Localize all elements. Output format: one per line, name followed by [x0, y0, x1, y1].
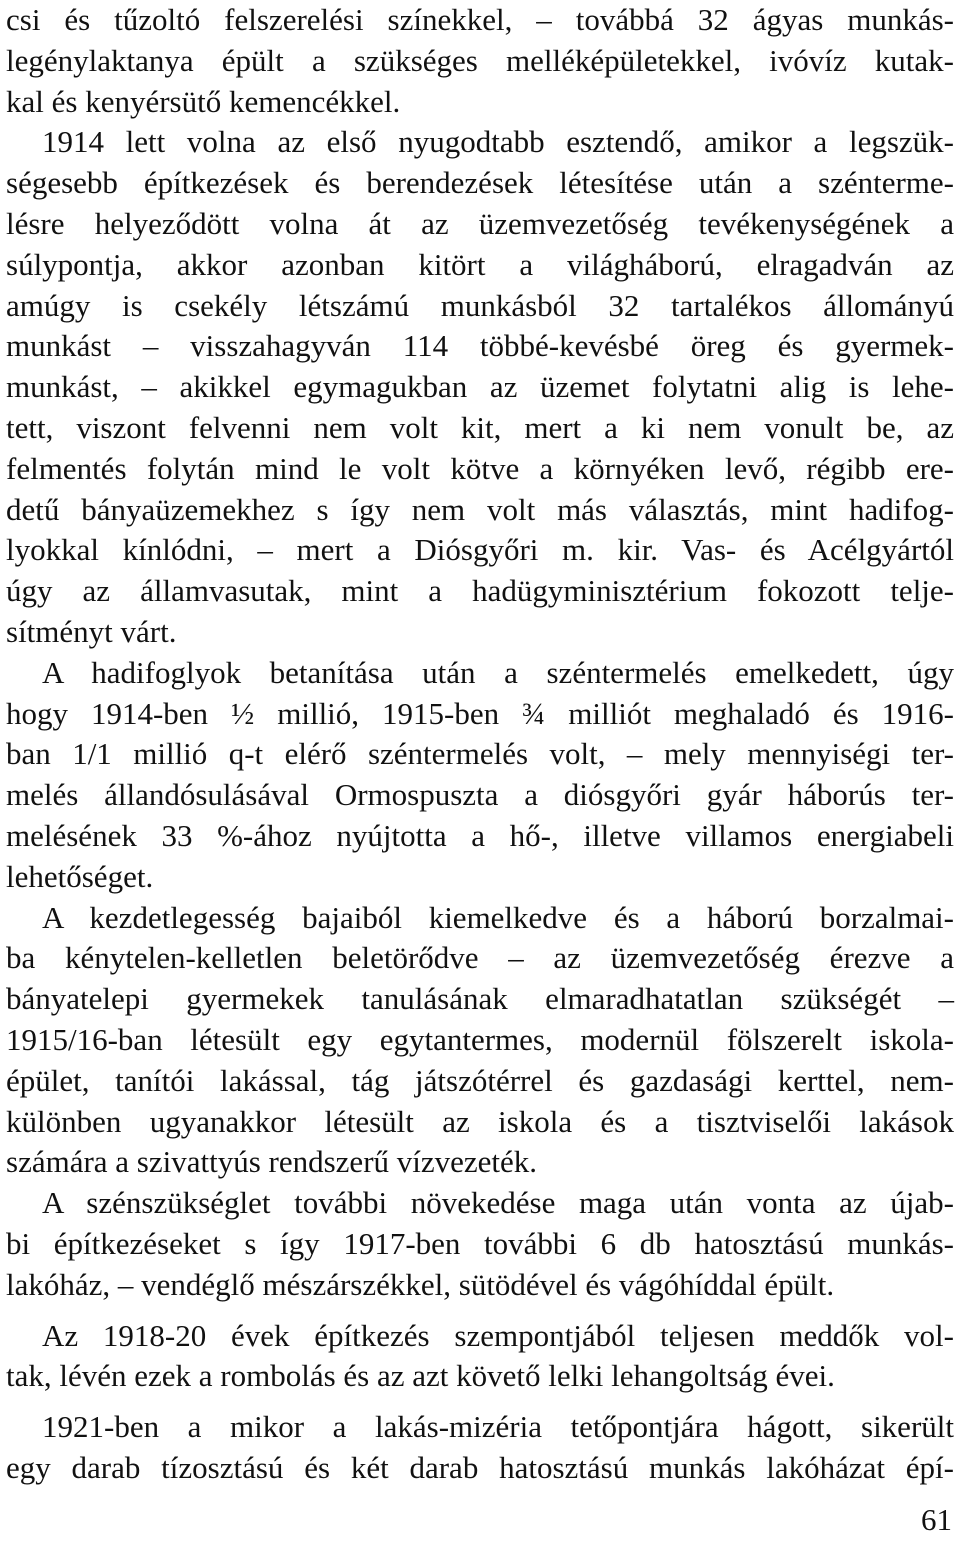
text-line: A kezdetlegesség bajaiból kiemelkedve és a háború borzalmai- — [42, 899, 954, 935]
text-line: csi és tűzoltó felszerelési színekkel, – továbbá 32 ágyas munkás- — [6, 2, 954, 37]
text-line: legénylaktanya épült a szükséges melléképületekkel, ivóvíz kutak- — [6, 42, 954, 78]
text-line: számára a szivattyús rendszerű vízvezeték. — [6, 1144, 538, 1180]
paragraph-5 — [6, 1183, 954, 1305]
paragraph-gap — [6, 1306, 954, 1316]
paragraph-6 — [6, 1316, 954, 1398]
paragraph-7 — [6, 1407, 954, 1489]
text-line: kal és kenyérsütő kemencékkel. — [6, 83, 401, 119]
text-line: lyokkal kínlódni, – mert a Diósgyőri m. kir. Vas- és Acélgyártól — [6, 532, 954, 568]
paragraph-2 — [6, 122, 954, 652]
text-line: bi építkezéseket s így 1917-ben további 6 db hatosztású munkás- — [6, 1225, 954, 1261]
text-line: lehetőséget. — [6, 858, 154, 894]
text-line: ban 1/1 millió q-t elérő széntermelés volt, – mely mennyiségi ter- — [6, 736, 954, 772]
text-line: hogy 1914-ben ½ millió, 1915-ben ¾ milliót meghaladó és 1916- — [6, 695, 954, 731]
text-line: munkást – visszahagyván 114 többé-kevésbé öreg és gyermek- — [6, 328, 954, 364]
text-line: munkást, – akikkel egymagukban az üzemet folytatni alig is lehe- — [6, 369, 954, 405]
page-number: 61 — [921, 1502, 952, 1537]
text-line: 1915/16-ban létesült egy egytantermes, modernül fölszerelt iskola- — [6, 1021, 954, 1057]
text-line: ba kénytelen-kelletlen beletörődve – az üzemvezetőség érezve a — [6, 940, 954, 976]
text-line: lésre helyeződött volna át az üzemvezetőség tevékenységének a — [6, 205, 954, 241]
text-line: felmentés folytán mind le volt kötve a környéken levő, régibb ere- — [6, 450, 954, 486]
text-line: Az 1918-20 évek építkezés szempontjából teljesen meddők vol- — [42, 1317, 954, 1353]
text-line: tett, viszont felvenni nem volt kit, mert a ki nem vonult be, az — [6, 409, 954, 445]
text-line: lakóház, – vendéglő mészárszékkel, sütödével és vágóhíddal épült. — [6, 1266, 835, 1302]
text-line: 1921-ben a mikor a lakás-mizéria tetőpontjára hágott, sikerült — [42, 1409, 954, 1445]
text-line: súlypontja, akkor azonban kitört a világháború, elragadván az — [6, 246, 954, 282]
text-line: sítményt várt. — [6, 613, 177, 649]
text-line: A szénszükséglet további növekedése maga után vonta az újab- — [42, 1185, 954, 1221]
text-line: ségesebb építkezések és berendezések létesítése után a széntermе- — [6, 165, 954, 201]
paragraph-3 — [6, 653, 954, 898]
paragraph-1 — [6, 0, 954, 122]
page-body — [6, 0, 954, 1489]
text-line: detű bányaüzemekhez s így nem volt más választás, mint hadifog- — [6, 491, 954, 527]
paragraph-gap — [6, 1397, 954, 1407]
text-line: bányatelepi gyermekek tanulásának elmaradhatatlan szükségét – — [6, 981, 954, 1017]
text-line: különben ugyanakkor létesült az iskola és a tisztviselői lakások — [6, 1103, 954, 1139]
text-line: tak, lévén ezek a rombolás és az azt követő lelki lehangoltság évei. — [6, 1358, 835, 1394]
text-line: melésének 33 %-ához nyújtotta a hő-, illetve villamos energiabeli — [6, 817, 954, 853]
text-line: melés állandósulásával Ormospuszta a diósgyőri gyár háborús ter- — [6, 777, 954, 813]
text-line: A hadifoglyok betanítása után a széntermelés emelkedett, úgy — [42, 654, 954, 690]
text-line: épület, tanítói lakással, tág játszótérrel és gazdasági kerttel, nem- — [6, 1062, 954, 1098]
text-line: egy darab tízosztású és két darab hatosztású munkás lakóházat épí- — [6, 1449, 954, 1485]
text-line: 1914 lett volna az első nyugodtabb esztendő, amikor a legszük- — [42, 124, 954, 160]
paragraph-4 — [6, 898, 954, 1184]
text-line: amúgy is csekély létszámú munkásból 32 tartalékos állományú — [6, 287, 954, 323]
text-line: úgy az államvasutak, mint a hadügyminisztérium fokozott telje- — [6, 573, 954, 609]
